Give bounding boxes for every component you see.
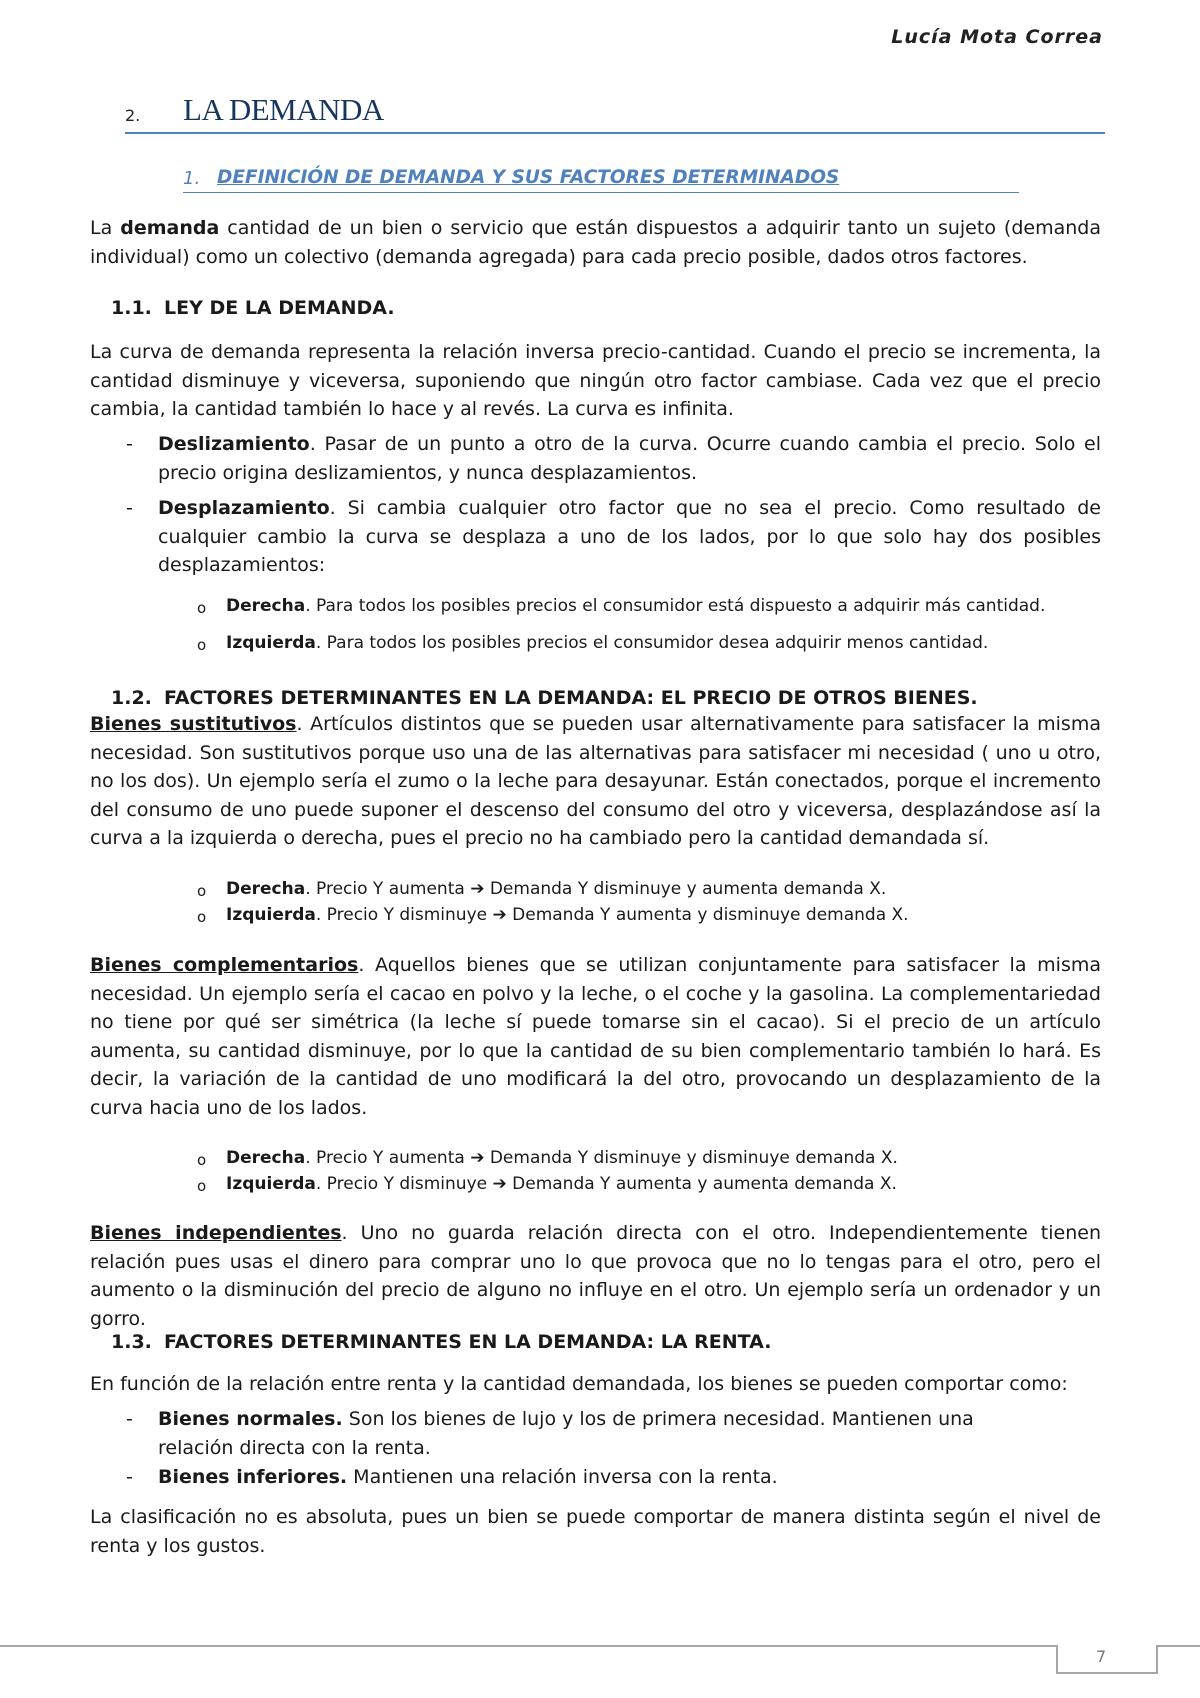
- list-item: - Desplazamiento. Si cambia cualquier otro factor que no sea el precio. Como resultado de cualquier cambio la curva se desplaza a uno de los lados, por lo que solo hay dos posibles desplazamientos:: [126, 497, 1101, 576]
- sub-list-item: o Izquierda. Para todos los posibles precios el consumidor desea adquirir menos cantidad.: [197, 633, 989, 654]
- subsection-heading-1-1: 1.1. LEY DE LA DEMANDA.: [111, 297, 395, 319]
- sub-list-item: o Derecha. Para todos los posibles precios el consumidor está dispuesto a adquirir más cantidad.: [197, 596, 1046, 617]
- list-item: - Bienes normales. Son los bienes de lujo y los de primera necesidad. Mantienen una relación directa con la renta.: [126, 1408, 974, 1459]
- sub-list-item: o Derecha. Precio Y aumenta ➔ Demanda Y disminuye y disminuye demanda X.: [197, 1148, 898, 1169]
- list-item: - Bienes inferiores. Mantienen una relación inversa con la renta.: [126, 1466, 778, 1488]
- sub-list-item: o Izquierda. Precio Y disminuye ➔ Demanda Y aumenta y disminuye demanda X.: [197, 905, 909, 926]
- subsection-heading-1-2: 1.2. FACTORES DETERMINANTES EN LA DEMANDA: EL PRECIO DE OTROS BIENES.: [111, 687, 978, 709]
- sub-list-item: o Derecha. Precio Y aumenta ➔ Demanda Y disminuye y aumenta demanda X.: [197, 879, 887, 900]
- footer-divider: [0, 1645, 1200, 1647]
- list-item: - Deslizamiento. Pasar de un punto a otro de la curva. Ocurre cuando cambia el precio. Solo el precio origina deslizamientos, y nunca desplazamientos.: [126, 433, 1101, 484]
- chapter-title: LA DEMANDA: [183, 92, 384, 127]
- section-heading: [183, 166, 1019, 193]
- section-number: 1.: [183, 168, 201, 189]
- intro-term: demanda: [120, 217, 220, 239]
- ley-paragraph: La curva de demanda representa la relación inversa precio-cantidad. Cuando el precio se incrementa, la cantidad disminuye y viceversa, suponiendo que ningún otro factor cambiase. Cada vez que el precio cambia, la cantidad también lo hace y al revés. La curva es infinita.: [90, 341, 1101, 420]
- sub-list-item: o Izquierda. Precio Y disminuye ➔ Demanda Y aumenta y aumenta demanda X.: [197, 1174, 897, 1195]
- author-header: Lucía Mota Correa: [891, 26, 1103, 48]
- complementarios-paragraph: Bienes complementarios. Aquellos bienes que se utilizan conjuntamente para satisfacer la misma necesidad. Un ejemplo sería el cacao en polvo y la leche, o el coche y la gasolina. La complementariedad no tiene por qué ser simétrica (la leche sí puede tomarse sin el cacao). Si el precio de un artículo aumenta, su cantidad disminuye, por lo que la cantidad de su bien complementario también lo hará. Es decir, la variación de la cantidad de uno modificará la del otro, provocando un desplazamiento de la curva hacia uno de los lados.: [90, 954, 1101, 1119]
- page-number-tab: [1056, 1645, 1158, 1674]
- closing-paragraph: La clasificación no es absoluta, pues un bien se puede comportar de manera distinta según el nivel de renta y los gustos.: [90, 1506, 1101, 1557]
- subsection-heading-1-3: 1.3. FACTORES DETERMINANTES EN LA DEMANDA: LA RENTA.: [111, 1331, 772, 1353]
- page-number: 7: [1096, 1647, 1107, 1666]
- chapter-number: 2.: [125, 106, 141, 125]
- section-title: DEFINICIÓN DE DEMANDA Y SUS FACTORES DETERMINADOS: [217, 167, 840, 188]
- independientes-paragraph: Bienes independientes. Uno no guarda relación directa con el otro. Independientemente tienen relación pues usas el dinero para comprar uno lo que provoca que no lo tengas para el otro, pero el aumento o la disminución del precio de alguno no influye en el otro. Un ejemplo sería un ordenador y un gorro.: [90, 1222, 1101, 1330]
- renta-intro: En función de la relación entre renta y la cantidad demandada, los bienes se pueden comportar como:: [90, 1373, 1068, 1395]
- sustitutivos-paragraph: Bienes sustitutivos. Artículos distintos que se pueden usar alternativamente para satisfacer la misma necesidad. Son sustitutivos porque uso una de las alternativas para satisfacer mi necesidad ( uno u otro, no los dos). Un ejemplo sería el zumo o la leche para desayunar. Están conectados, porque el incremento del consumo de uno puede suponer el descenso del consumo del otro y viceversa, desplazándose así la curva a la izquierda o derecha, pues el precio no ha cambiado pero la cantidad demandada sí.: [90, 713, 1101, 849]
- intro-paragraph: La demanda cantidad de un bien o servicio que están dispuestos a adquirir tanto un sujeto (demanda individual) como un colectivo (demanda agregada) para cada precio posible, dados otros factores.: [90, 217, 1101, 268]
- chapter-heading: [125, 92, 1105, 134]
